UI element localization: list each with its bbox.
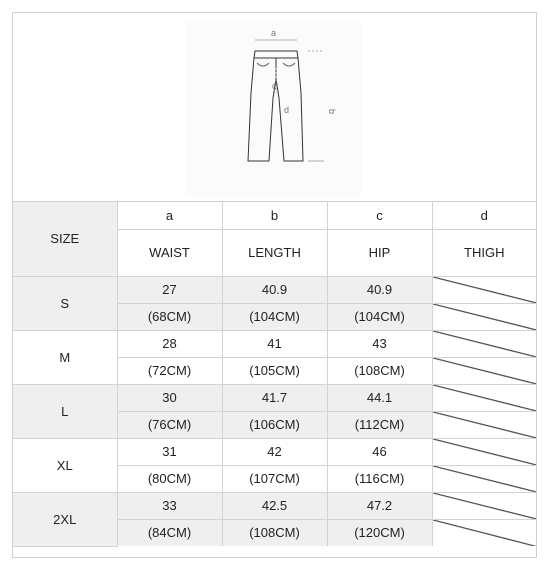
thigh-empty-cell	[432, 519, 536, 546]
column-letter-b: b	[222, 202, 327, 229]
measurement-cell: 42	[222, 438, 327, 465]
diagonal-slash	[433, 385, 537, 411]
size-label: M	[13, 330, 117, 384]
column-name-thigh: THIGH	[432, 229, 536, 276]
measurement-cell: 27	[117, 276, 222, 303]
dim-label-d: d	[284, 105, 290, 115]
table-row	[13, 330, 536, 357]
measurement-cell: 33	[117, 492, 222, 519]
diagonal-slash	[433, 439, 537, 465]
measurement-cell: (80CM)	[117, 465, 222, 492]
pants-diagram-panel	[13, 13, 536, 202]
thigh-empty-cell	[432, 303, 536, 330]
measurement-cell: (68CM)	[117, 303, 222, 330]
diagonal-slash	[433, 493, 537, 519]
measurement-cell: 31	[117, 438, 222, 465]
measurement-cell: 28	[117, 330, 222, 357]
measurement-cell: (104CM)	[222, 303, 327, 330]
size-label: 2XL	[13, 492, 117, 546]
table-row	[13, 276, 536, 303]
column-letter-c: c	[327, 202, 432, 229]
measurement-cell: 40.9	[327, 276, 432, 303]
size-chart-sheet	[12, 12, 537, 558]
measurement-cell: 43	[327, 330, 432, 357]
column-name-waist: WAIST	[117, 229, 222, 276]
measurement-cell: 40.9	[222, 276, 327, 303]
measurement-cell: 44.1	[327, 384, 432, 411]
diagonal-slash	[433, 412, 537, 438]
size-label: XL	[13, 438, 117, 492]
diagonal-slash	[433, 520, 537, 547]
table-row	[13, 384, 536, 411]
measurement-cell: (107CM)	[222, 465, 327, 492]
diagonal-slash	[433, 358, 537, 384]
measurement-cell: (108CM)	[327, 357, 432, 384]
column-name-hip: HIP	[327, 229, 432, 276]
dim-label-b: b	[327, 109, 337, 115]
thigh-empty-cell	[432, 411, 536, 438]
measurement-cell: (84CM)	[117, 519, 222, 546]
diagonal-slash	[433, 277, 537, 303]
diagonal-slash	[433, 466, 537, 492]
column-letter-a: a	[117, 202, 222, 229]
dim-label-a: a	[271, 28, 277, 38]
dim-label-c: c	[272, 81, 277, 91]
thigh-empty-cell	[432, 330, 536, 357]
column-letter-d: d	[432, 202, 536, 229]
diagonal-slash	[433, 331, 537, 357]
measurement-cell: (108CM)	[222, 519, 327, 546]
pants-measurement-diagram	[13, 13, 536, 201]
measurement-cell: (116CM)	[327, 465, 432, 492]
table-row	[13, 492, 536, 519]
thigh-empty-cell	[432, 276, 536, 303]
size-table	[13, 202, 536, 547]
measurement-cell: 42.5	[222, 492, 327, 519]
measurement-cell: (106CM)	[222, 411, 327, 438]
measurement-cell: 46	[327, 438, 432, 465]
measurement-cell: (112CM)	[327, 411, 432, 438]
measurement-cell: 41	[222, 330, 327, 357]
size-label: L	[13, 384, 117, 438]
table-row	[13, 438, 536, 465]
size-label: S	[13, 276, 117, 330]
measurement-cell: 41.7	[222, 384, 327, 411]
measurement-cell: (120CM)	[327, 519, 432, 546]
size-header: SIZE	[13, 202, 117, 276]
measurement-cell: (76CM)	[117, 411, 222, 438]
diagonal-slash	[433, 304, 537, 330]
thigh-empty-cell	[432, 465, 536, 492]
measurement-cell: (72CM)	[117, 357, 222, 384]
thigh-empty-cell	[432, 357, 536, 384]
measurement-cell: 30	[117, 384, 222, 411]
measurement-cell: 47.2	[327, 492, 432, 519]
measurement-cell: (105CM)	[222, 357, 327, 384]
thigh-empty-cell	[432, 384, 536, 411]
thigh-empty-cell	[432, 438, 536, 465]
measurement-cell: (104CM)	[327, 303, 432, 330]
column-name-length: LENGTH	[222, 229, 327, 276]
thigh-empty-cell	[432, 492, 536, 519]
